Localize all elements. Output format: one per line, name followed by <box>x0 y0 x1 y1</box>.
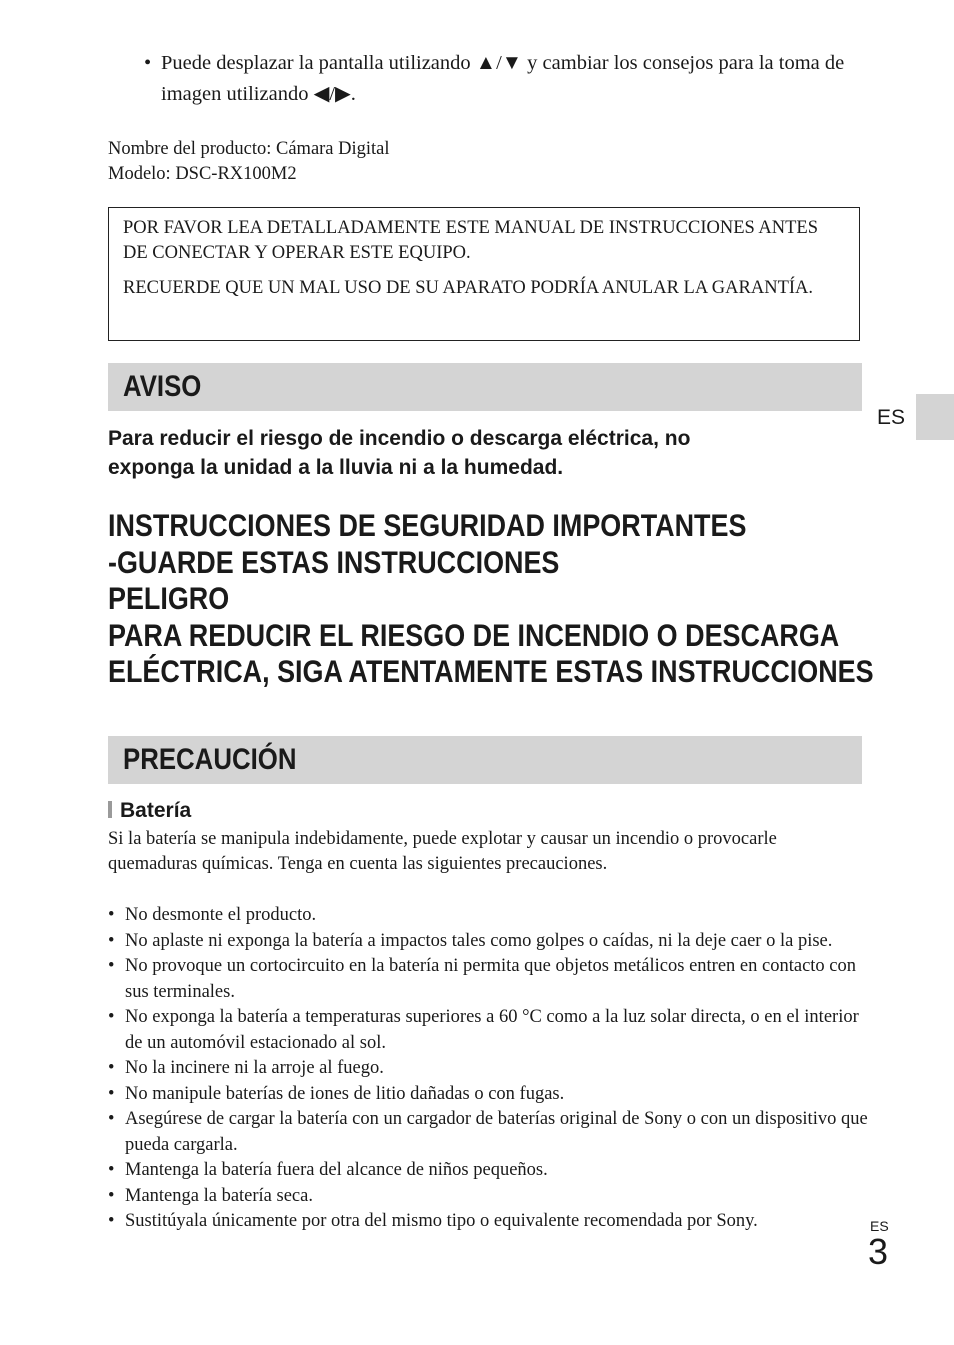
list-item <box>108 1056 868 1082</box>
aviso-text <box>108 424 868 482</box>
precaucion-heading: PRECAUCIÓN <box>123 743 297 776</box>
subheading-marker <box>108 801 112 818</box>
intro-bullet <box>144 48 874 110</box>
product-info <box>108 137 390 187</box>
bullet-marker: • <box>108 1007 115 1027</box>
bullet-marker: • <box>108 1058 115 1078</box>
bullet-marker: • <box>144 52 152 74</box>
aviso-heading: AVISO <box>123 370 202 403</box>
bateria-subheading-label: Batería <box>120 799 192 822</box>
page-language-label: ES <box>870 1218 889 1234</box>
bullet-marker: • <box>108 1083 115 1104</box>
safety-heading-line-3: PELIGRO <box>108 580 230 616</box>
page-number: 3 <box>868 1231 889 1272</box>
aviso-text-line-1: Para reducir el riesgo de incendio o descarga eléctrica, no <box>108 427 691 450</box>
list-item <box>108 1184 868 1210</box>
intro-bullet-text: Puede desplazar la pantalla utilizando ▲/▼ y cambiar los consejos para la toma de imagen utilizando ◀/▶. <box>161 52 845 105</box>
list-item-text: Asegúrese de cargar la batería con un cargador de baterías original de Sony o con un dispositivo que pueda cargarla. <box>125 1109 868 1155</box>
bullet-marker: • <box>108 1109 115 1129</box>
list-item-text: Sustitúyala únicamente por otra del mismo tipo o equivalente recomendada por Sony. <box>125 1211 758 1231</box>
list-item <box>108 903 868 929</box>
side-language-label: ES <box>877 406 906 429</box>
aviso-text-line-2: exponga la unidad a la lluvia ni a la humedad. <box>108 456 564 479</box>
safety-instructions-heading <box>108 507 908 690</box>
product-name: Nombre del producto: Cámara Digital <box>108 139 390 159</box>
bullet-marker: • <box>108 905 115 925</box>
warning-paragraph-1: POR FAVOR LEA DETALLADAMENTE ESTE MANUAL DE INSTRUCCIONES ANTES DE CONECTAR Y OPERAR ESTE EQUIPO. <box>123 218 819 263</box>
list-item <box>108 1107 868 1158</box>
list-item-text: No la incinere ni la arroje al fuego. <box>125 1058 384 1078</box>
list-item-text: No exponga la batería a temperaturas superiores a 60 °C como a la luz solar directa, o en el interior de un automóvil estacionado al sol. <box>125 1007 859 1053</box>
list-item-text: Mantenga la batería fuera del alcance de niños pequeños. <box>125 1160 548 1180</box>
list-item-text: No manipule baterías de iones de litio dañadas o con fugas. <box>125 1083 565 1104</box>
product-model: Modelo: DSC-RX100M2 <box>108 164 297 184</box>
aviso-heading-bar <box>108 363 862 411</box>
side-language-tab <box>916 394 954 440</box>
list-item-text: Mantenga la batería seca. <box>125 1185 313 1206</box>
safety-heading-line-4: PARA REDUCIR EL RIESGO DE INCENDIO O DESCARGA <box>108 616 840 653</box>
bullet-marker: • <box>108 930 115 951</box>
list-item <box>108 1082 868 1108</box>
list-item <box>108 929 868 955</box>
list-item <box>108 1158 868 1184</box>
bateria-intro: Si la batería se manipula indebidamente, puede explotar y causar un incendio o provocarle quemaduras químicas. Tenga en cuenta las siguientes precauciones. <box>108 829 777 874</box>
list-item <box>108 1209 868 1235</box>
safety-heading-line-5: ELÉCTRICA, SIGA ATENTAMENTE ESTAS INSTRUCCIONES <box>108 653 874 689</box>
list-item <box>108 954 868 1005</box>
bullet-marker: • <box>108 1211 115 1231</box>
list-item-text: No provoque un cortocircuito en la batería ni permita que objetos metálicos entren en contacto con sus terminales. <box>125 956 857 1002</box>
warning-paragraph-2: RECUERDE QUE UN MAL USO DE SU APARATO PODRÍA ANULAR LA GARANTÍA. <box>123 278 814 298</box>
bullet-marker: • <box>108 1160 115 1180</box>
precautions-list <box>108 903 868 1235</box>
bullet-marker: • <box>108 956 115 976</box>
list-item <box>108 1005 868 1056</box>
safety-heading-line-1: INSTRUCCIONES DE SEGURIDAD IMPORTANTES <box>108 507 747 543</box>
bullet-marker: • <box>108 1185 115 1206</box>
list-item-text: No aplaste ni exponga la batería a impactos tales como golpes o caídas, ni la deje caer o la pise. <box>125 930 833 951</box>
bateria-subheading <box>108 797 191 825</box>
precaucion-heading-bar <box>108 736 862 784</box>
warning-box <box>108 207 860 341</box>
safety-heading-line-2: -GUARDE ESTAS INSTRUCCIONES <box>108 543 560 580</box>
list-item-text: No desmonte el producto. <box>125 905 317 925</box>
